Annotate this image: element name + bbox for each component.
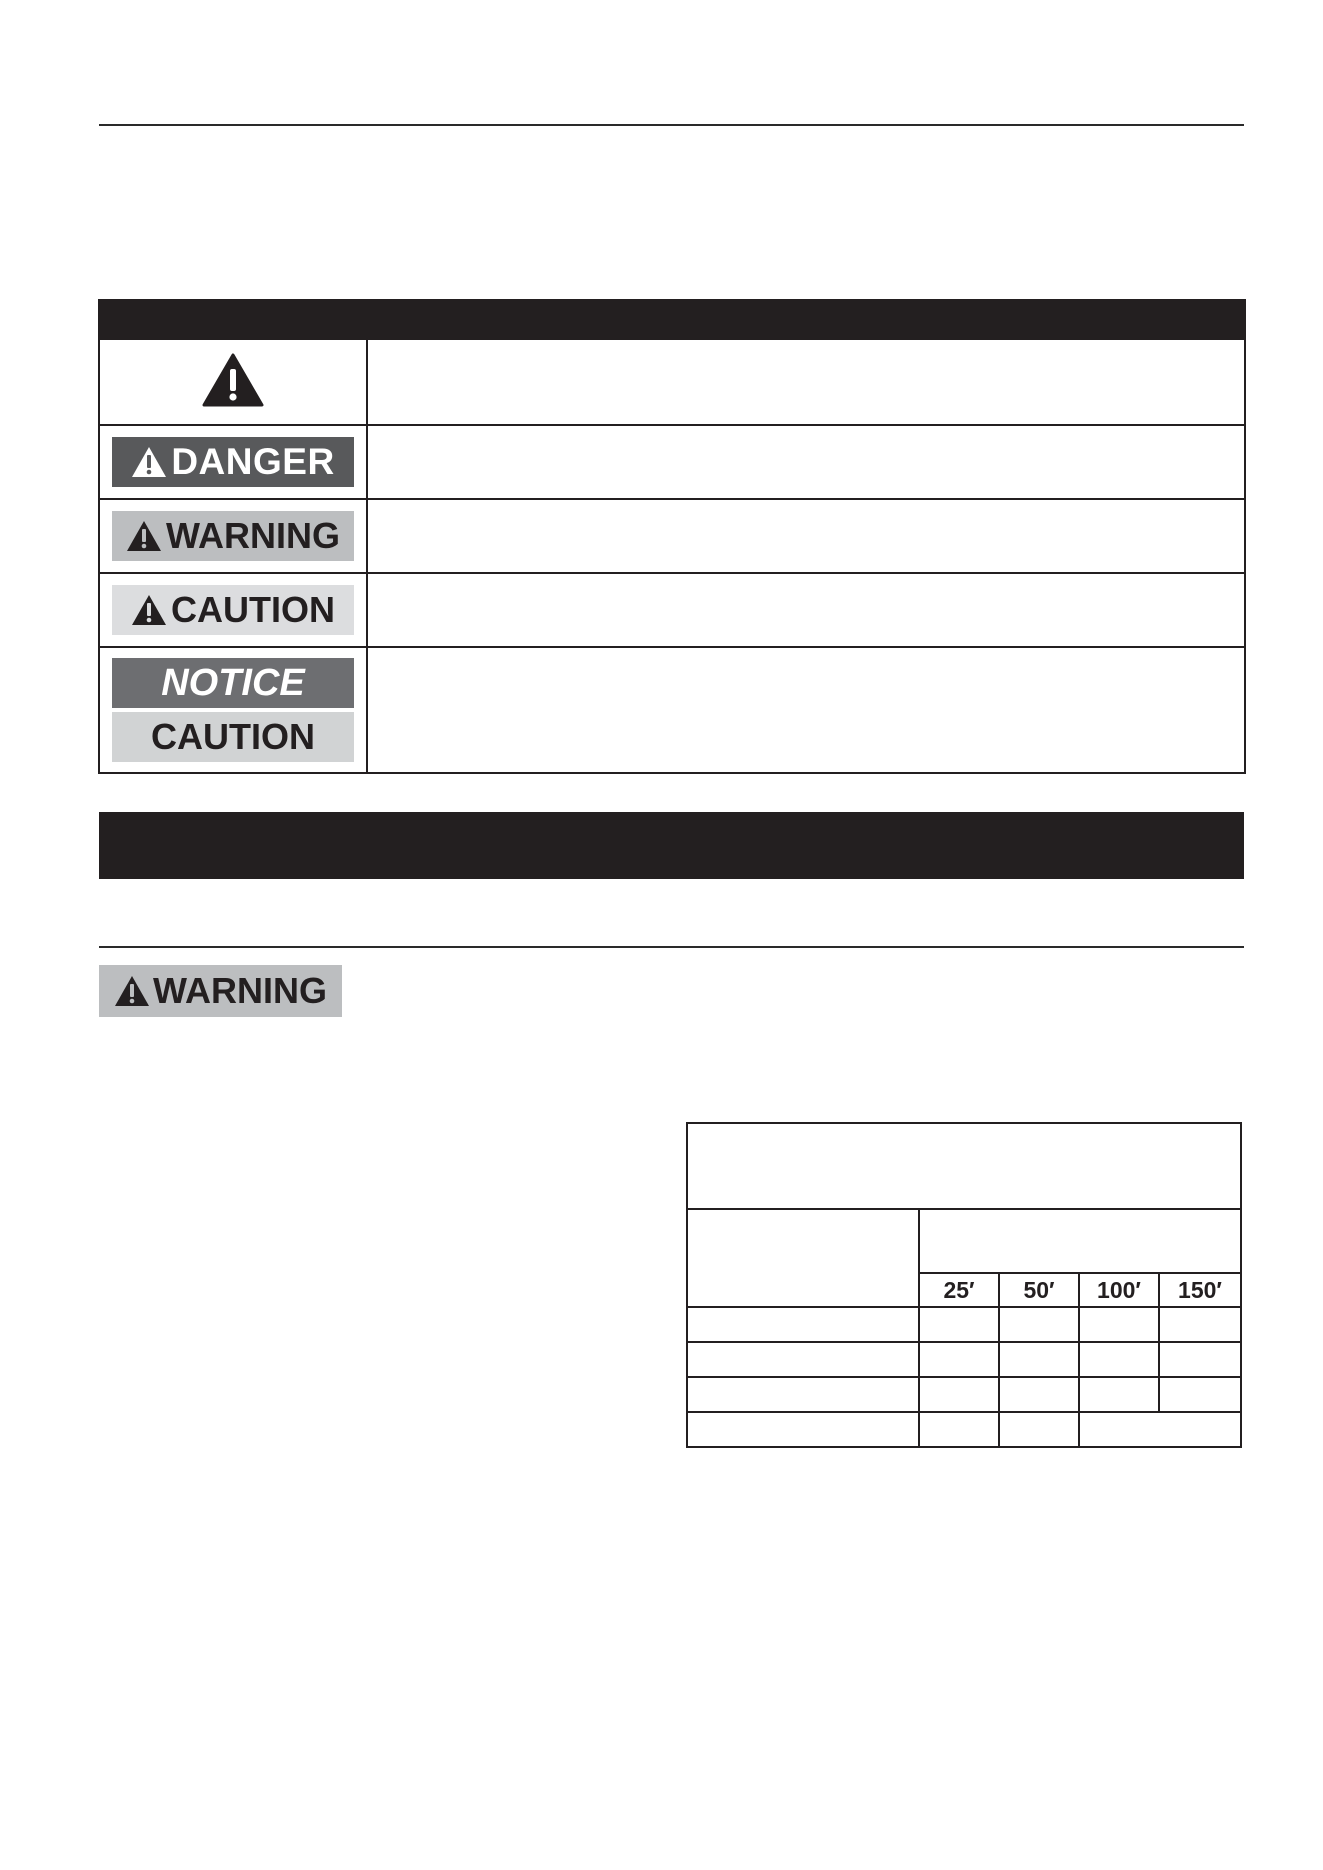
notice-description <box>367 647 1245 773</box>
table-cell <box>999 1342 1079 1377</box>
table-cell <box>1159 1342 1241 1377</box>
length-25: 25′ <box>919 1273 999 1307</box>
danger-sign <box>112 437 354 487</box>
cord-table-title-cell <box>687 1123 1241 1209</box>
caution-label: CAUTION <box>171 589 335 630</box>
table-cell <box>919 1412 999 1447</box>
signal-word-table-header <box>98 299 1246 339</box>
table-cell <box>919 1307 999 1342</box>
table-cell <box>999 1377 1079 1412</box>
table-cell <box>1079 1377 1159 1412</box>
safety-alert-triangle-icon <box>202 353 264 407</box>
section-header-bar <box>99 812 1244 879</box>
table-cell <box>999 1412 1079 1447</box>
section-divider <box>99 946 1244 948</box>
warning-sign-standalone <box>99 965 342 1017</box>
warning-standalone-label: WARNING <box>153 970 327 1011</box>
table-cell <box>687 1307 919 1342</box>
alert-triangle-icon <box>126 520 162 552</box>
table-row <box>99 499 1245 573</box>
safety-alert-symbol-cell <box>99 339 367 425</box>
table-cell <box>1159 1377 1241 1412</box>
table-row <box>99 425 1245 499</box>
table-cell <box>687 1342 919 1377</box>
table-row <box>687 1209 1241 1273</box>
length-100: 100′ <box>1079 1273 1159 1307</box>
table-row <box>99 339 1245 425</box>
table-cell <box>919 1377 999 1412</box>
notice-sign-cell <box>99 647 367 773</box>
warning-label: WARNING <box>166 515 340 556</box>
extension-cord-table <box>686 1122 1242 1448</box>
danger-label: DANGER <box>171 441 335 482</box>
alert-triangle-icon <box>131 446 167 478</box>
caution-description <box>367 573 1245 647</box>
cord-table-left-header <box>687 1209 919 1307</box>
table-cell <box>999 1307 1079 1342</box>
table-row <box>687 1123 1241 1209</box>
top-divider <box>99 124 1244 126</box>
notice-caution-label: CAUTION <box>112 712 354 762</box>
warning-description <box>367 499 1245 573</box>
table-cell <box>1159 1307 1241 1342</box>
table-row <box>99 573 1245 647</box>
safety-alert-description <box>367 339 1245 425</box>
danger-description <box>367 425 1245 499</box>
cord-table-length-header <box>919 1209 1241 1273</box>
table-cell <box>687 1412 919 1447</box>
table-row <box>687 1307 1241 1342</box>
table-row <box>687 1377 1241 1412</box>
notice-caution-sign <box>112 658 354 762</box>
table-row <box>99 647 1245 773</box>
table-cell <box>687 1377 919 1412</box>
alert-triangle-icon <box>131 594 167 626</box>
warning-sign <box>112 511 354 561</box>
table-row <box>687 1412 1241 1447</box>
table-cell <box>1079 1307 1159 1342</box>
notice-sign: NOTICE <box>112 658 354 708</box>
caution-sign <box>112 585 354 635</box>
danger-sign-cell <box>99 425 367 499</box>
length-150: 150′ <box>1159 1273 1241 1307</box>
alert-triangle-icon <box>114 975 150 1007</box>
table-cell <box>919 1342 999 1377</box>
table-row <box>687 1342 1241 1377</box>
length-50: 50′ <box>999 1273 1079 1307</box>
warning-sign-cell <box>99 499 367 573</box>
caution-sign-cell <box>99 573 367 647</box>
signal-word-table <box>98 338 1246 774</box>
table-cell <box>1079 1412 1241 1447</box>
table-cell <box>1079 1342 1159 1377</box>
